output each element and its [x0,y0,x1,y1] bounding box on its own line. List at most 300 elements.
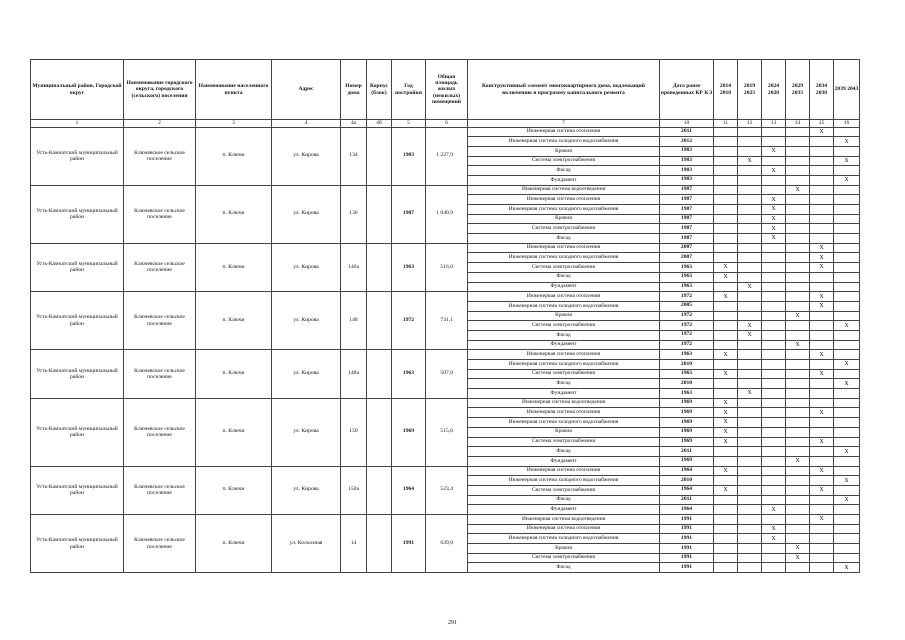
period-mark-cell [810,379,834,389]
period-mark-cell: X [714,292,738,302]
period-mark-cell: X [738,156,762,166]
repair-date-cell: 1969 [660,418,714,428]
element-cell: Инженерная система холодного водоснабжения [468,418,660,428]
header-cell: Наименование городского округа, городского (сельского) поселения [124,60,196,120]
element-cell: Фундамент [468,456,660,466]
header-cell: Номер дома [341,60,367,120]
element-cell: Фундамент [468,340,660,350]
element-cell: Инженерная система холодного водоснабжения [468,360,660,370]
block-cell [367,243,392,291]
period-mark-cell [810,495,834,505]
repair-date-cell: 1983 [660,166,714,176]
period-mark-cell: X [762,534,786,544]
period-mark-cell: X [810,485,834,495]
period-mark-cell: X [810,515,834,525]
period-mark-cell [810,447,834,457]
period-mark-cell [738,524,762,534]
period-mark-cell [834,408,860,418]
period-mark-cell [714,214,738,224]
repair-date-cell: 1963 [660,272,714,282]
house-number-cell: 150а [341,466,367,514]
element-cell: Кровля [468,146,660,156]
period-mark-cell [738,447,762,457]
period-mark-cell [810,340,834,350]
period-mark-cell [762,437,786,447]
period-mark-cell [738,476,762,486]
element-cell: Система электроснабжения [468,485,660,495]
header-row [31,60,860,120]
period-mark-cell [786,272,810,282]
repair-date-cell: 1987 [660,214,714,224]
street-cell: ул. Кирова [272,185,341,243]
period-mark-cell [810,214,834,224]
period-mark-cell [714,253,738,263]
period-mark-cell: X [786,340,810,350]
column-number: 16 [834,120,860,128]
repair-date-cell: 2007 [660,243,714,253]
repair-date-cell: 1991 [660,553,714,563]
period-mark-cell: X [786,544,810,554]
period-mark-cell [810,456,834,466]
period-mark-cell [786,466,810,476]
period-mark-cell: X [810,408,834,418]
repair-date-cell: 2011 [660,127,714,137]
element-cell: Инженерная система водоотведения [468,398,660,408]
period-mark-cell [834,243,860,253]
table-row [31,515,860,525]
repair-date-cell: 1987 [660,195,714,205]
period-mark-cell [834,127,860,137]
period-mark-cell: X [810,369,834,379]
repair-date-cell: 1987 [660,185,714,195]
element-cell: Инженерная система отопления [468,350,660,360]
area-cell: 516,0 [426,243,468,291]
repair-date-cell: 1969 [660,456,714,466]
period-mark-cell: X [714,272,738,282]
period-mark-cell: X [810,466,834,476]
street-cell: ул. Кирова [272,292,341,350]
repair-date-cell: 1963 [660,389,714,399]
header-cell: 2039 2043 [834,60,860,120]
period-mark-cell [762,389,786,399]
period-mark-cell [762,369,786,379]
locality-cell: п. Ключи [196,350,272,398]
area-cell: 1 227,9 [426,127,468,185]
repair-date-cell: 2007 [660,253,714,263]
period-mark-cell [810,427,834,437]
build-year-cell: 1983 [392,127,426,185]
period-mark-cell [714,360,738,370]
street-cell: ул. Колхозная [272,515,341,573]
period-mark-cell: X [810,350,834,360]
period-mark-cell [810,505,834,515]
period-mark-cell [786,379,810,389]
period-mark-cell: X [834,476,860,486]
period-mark-cell [762,418,786,428]
period-mark-cell: X [714,485,738,495]
period-mark-cell [714,553,738,563]
column-number: 14 [786,120,810,128]
build-year-cell: 1964 [392,466,426,514]
period-mark-cell [762,553,786,563]
period-mark-cell [786,495,810,505]
period-mark-cell [786,437,810,447]
period-mark-cell: X [738,282,762,292]
period-mark-cell: X [762,166,786,176]
table-row [31,350,860,360]
element-cell: Инженерная система отопления [468,243,660,253]
table-body [31,127,860,573]
period-mark-cell [786,447,810,457]
period-mark-cell [762,485,786,495]
period-mark-cell [714,321,738,331]
period-mark-cell [762,495,786,505]
settlement-cell: Ключевское сельское поселение [124,350,196,398]
period-mark-cell: X [786,553,810,563]
element-cell: Инженерная система отопления [468,466,660,476]
settlement-cell: Ключевское сельское поселение [124,398,196,466]
period-mark-cell [810,224,834,234]
street-cell: ул. Кирова [272,350,341,398]
repair-date-cell: 1964 [660,505,714,515]
house-number-cell: 146а [341,243,367,291]
period-mark-cell [762,456,786,466]
build-year-cell: 1963 [392,243,426,291]
table-row [31,127,860,137]
period-mark-cell [762,292,786,302]
period-mark-cell [762,263,786,273]
area-cell: 515,6 [426,398,468,466]
period-mark-cell [714,515,738,525]
element-cell: Кровля [468,544,660,554]
element-cell: Фасад [468,234,660,244]
period-mark-cell [738,379,762,389]
period-mark-cell: X [810,292,834,302]
period-mark-cell [834,224,860,234]
locality-cell: п. Ключи [196,243,272,291]
repair-date-cell: 1991 [660,544,714,554]
repair-date-cell: 1983 [660,156,714,166]
repair-date-cell: 2010 [660,379,714,389]
element-cell: Система электроснабжения [468,437,660,447]
period-mark-cell [786,515,810,525]
period-mark-cell [738,360,762,370]
period-mark-cell: X [834,495,860,505]
repair-date-cell: 1991 [660,563,714,573]
period-mark-cell: X [786,456,810,466]
period-mark-cell [762,476,786,486]
element-cell: Фундамент [468,175,660,185]
period-mark-cell [738,437,762,447]
period-mark-cell [762,185,786,195]
period-mark-cell [810,311,834,321]
period-mark-cell: X [762,195,786,205]
period-mark-cell [762,398,786,408]
period-mark-cell [714,185,738,195]
period-mark-cell [810,330,834,340]
period-mark-cell [786,214,810,224]
column-number: 4а [341,120,367,128]
repair-date-cell: 1983 [660,175,714,185]
block-cell [367,466,392,514]
period-mark-cell [834,544,860,554]
period-mark-cell [738,495,762,505]
period-mark-cell [810,272,834,282]
period-mark-cell [834,311,860,321]
element-cell: Фундамент [468,505,660,515]
period-mark-cell [834,292,860,302]
period-mark-cell [834,234,860,244]
settlement-cell: Ключевское сельское поселение [124,127,196,185]
period-mark-cell [810,534,834,544]
house-number-cell: 134 [341,127,367,185]
period-mark-cell [762,427,786,437]
period-mark-cell [810,282,834,292]
repair-date-cell: 1983 [660,146,714,156]
period-mark-cell [738,224,762,234]
table-row [31,185,860,195]
period-mark-cell: X [714,427,738,437]
period-mark-cell [714,563,738,573]
header-cell: Адрес [272,60,341,120]
period-mark-cell [786,389,810,399]
period-mark-cell: X [714,350,738,360]
element-cell: Система электроснабжения [468,369,660,379]
header-cell: Наименование населенного пункта [196,60,272,120]
district-cell: Усть-Камчатский муниципальный район [31,292,124,350]
period-mark-cell [834,301,860,311]
element-cell: Инженерная система отопления [468,127,660,137]
period-mark-cell [834,282,860,292]
table-row [31,243,860,253]
period-mark-cell [762,272,786,282]
period-mark-cell [786,263,810,273]
period-mark-cell [810,553,834,563]
period-mark-cell [738,234,762,244]
column-number: 1 [31,120,124,128]
repair-date-cell: 2011 [660,447,714,457]
repair-date-cell: 1969 [660,398,714,408]
period-mark-cell: X [714,408,738,418]
repair-date-cell: 2012 [660,137,714,147]
period-mark-cell [834,272,860,282]
period-mark-cell: X [714,418,738,428]
period-mark-cell [762,301,786,311]
period-mark-cell [738,466,762,476]
period-mark-cell: X [714,263,738,273]
period-mark-cell [834,185,860,195]
element-cell: Инженерная система отопления [468,195,660,205]
period-mark-cell: X [810,243,834,253]
period-mark-cell [834,214,860,224]
period-mark-cell [738,563,762,573]
period-mark-cell [810,360,834,370]
period-mark-cell [714,447,738,457]
period-mark-cell [738,350,762,360]
period-mark-cell: X [762,205,786,215]
period-mark-cell [786,146,810,156]
settlement-cell: Ключевское сельское поселение [124,243,196,291]
period-mark-cell [810,321,834,331]
period-mark-cell [738,195,762,205]
element-cell: Система электроснабжения [468,553,660,563]
column-number: 2 [124,120,196,128]
period-mark-cell [834,418,860,428]
repair-date-cell: 1969 [660,437,714,447]
element-cell: Система электроснабжения [468,224,660,234]
period-mark-cell [786,505,810,515]
element-cell: Фасад [468,495,660,505]
repair-date-cell: 1964 [660,485,714,495]
period-mark-cell [762,544,786,554]
period-mark-cell [834,398,860,408]
period-mark-cell [762,175,786,185]
period-mark-cell [834,553,860,563]
period-mark-cell [834,437,860,447]
period-mark-cell [834,456,860,466]
element-cell: Система электроснабжения [468,263,660,273]
period-mark-cell [786,292,810,302]
period-mark-cell: X [834,379,860,389]
period-mark-cell [786,408,810,418]
settlement-cell: Ключевское сельское поселение [124,466,196,514]
period-mark-cell [762,563,786,573]
repair-date-cell: 1963 [660,350,714,360]
element-cell: Инженерная система отопления [468,408,660,418]
street-cell: ул. Кирова [272,466,341,514]
period-mark-cell [738,534,762,544]
period-mark-cell: X [762,214,786,224]
header-cell: 2034 2038 [810,60,834,120]
period-mark-cell [834,205,860,215]
period-mark-cell [738,418,762,428]
period-mark-cell [786,156,810,166]
period-mark-cell: X [762,234,786,244]
header-cell: 2029 2033 [786,60,810,120]
period-mark-cell [714,175,738,185]
period-mark-cell [834,350,860,360]
repair-date-cell: 1972 [660,340,714,350]
period-mark-cell: X [738,321,762,331]
element-cell: Инженерная система отопления [468,524,660,534]
element-cell: Инженерная система холодного водоснабжения [468,137,660,147]
repair-date-cell: 1987 [660,234,714,244]
column-number: 6 [426,120,468,128]
period-mark-cell [786,253,810,263]
period-mark-cell [786,166,810,176]
period-mark-cell: X [786,185,810,195]
column-number: 7 [468,120,660,128]
period-mark-cell [714,340,738,350]
period-mark-cell [714,224,738,234]
period-mark-cell [834,515,860,525]
settlement-cell: Ключевское сельское поселение [124,515,196,573]
period-mark-cell [834,253,860,263]
period-mark-cell [810,563,834,573]
period-mark-cell [762,127,786,137]
district-cell: Усть-Камчатский муниципальный район [31,398,124,466]
street-cell: ул. Кирова [272,398,341,466]
period-mark-cell: X [786,311,810,321]
block-cell [367,292,392,350]
period-mark-cell [786,205,810,215]
period-mark-cell [810,234,834,244]
header-cell: Муниципальный район, Городской округ [31,60,124,120]
period-mark-cell [786,369,810,379]
capital-repair-table [30,59,860,573]
element-cell: Фасад [468,272,660,282]
period-mark-cell [762,350,786,360]
period-mark-cell [834,389,860,399]
period-mark-cell [714,127,738,137]
period-mark-cell [786,418,810,428]
element-cell: Инженерная система отопления [468,292,660,302]
period-mark-cell [786,137,810,147]
page-number: 291 [448,620,457,626]
period-mark-cell [714,544,738,554]
area-cell: 639,0 [426,515,468,573]
period-mark-cell [738,369,762,379]
period-mark-cell [714,495,738,505]
settlement-cell: Ключевское сельское поселение [124,292,196,350]
period-mark-cell [738,505,762,515]
period-mark-cell [834,466,860,476]
area-cell: 523,4 [426,466,468,514]
house-number-cell: 14 [341,515,367,573]
element-cell: Фасад [468,379,660,389]
repair-date-cell: 1964 [660,466,714,476]
period-mark-cell: X [762,524,786,534]
table-row [31,466,860,476]
period-mark-cell [738,292,762,302]
street-cell: ул. Кирова [272,127,341,185]
element-cell: Фундамент [468,282,660,292]
period-mark-cell [714,166,738,176]
element-cell: Кровля [468,214,660,224]
locality-cell: п. Ключи [196,398,272,466]
period-mark-cell [810,544,834,554]
build-year-cell: 1987 [392,185,426,243]
period-mark-cell [738,340,762,350]
period-mark-cell: X [810,301,834,311]
table-row [31,292,860,302]
element-cell: Фундамент [468,389,660,399]
period-mark-cell [834,485,860,495]
repair-date-cell: 1987 [660,205,714,215]
period-mark-cell [738,485,762,495]
area-cell: 1 040,9 [426,185,468,243]
period-mark-cell [834,427,860,437]
period-mark-cell [834,524,860,534]
element-cell: Инженерная система холодного водоснабжения [468,205,660,215]
period-mark-cell: X [762,224,786,234]
period-mark-cell [738,205,762,215]
header-cell: 2024 2028 [762,60,786,120]
repair-date-cell: 1969 [660,427,714,437]
period-mark-cell [786,175,810,185]
locality-cell: п. Ключи [196,292,272,350]
period-mark-cell [810,137,834,147]
repair-date-cell: 1991 [660,534,714,544]
locality-cell: п. Ключи [196,127,272,185]
block-cell [367,127,392,185]
period-mark-cell [810,175,834,185]
block-cell [367,398,392,466]
period-mark-cell [714,476,738,486]
period-mark-cell [834,340,860,350]
column-number: 15 [810,120,834,128]
period-mark-cell [738,553,762,563]
